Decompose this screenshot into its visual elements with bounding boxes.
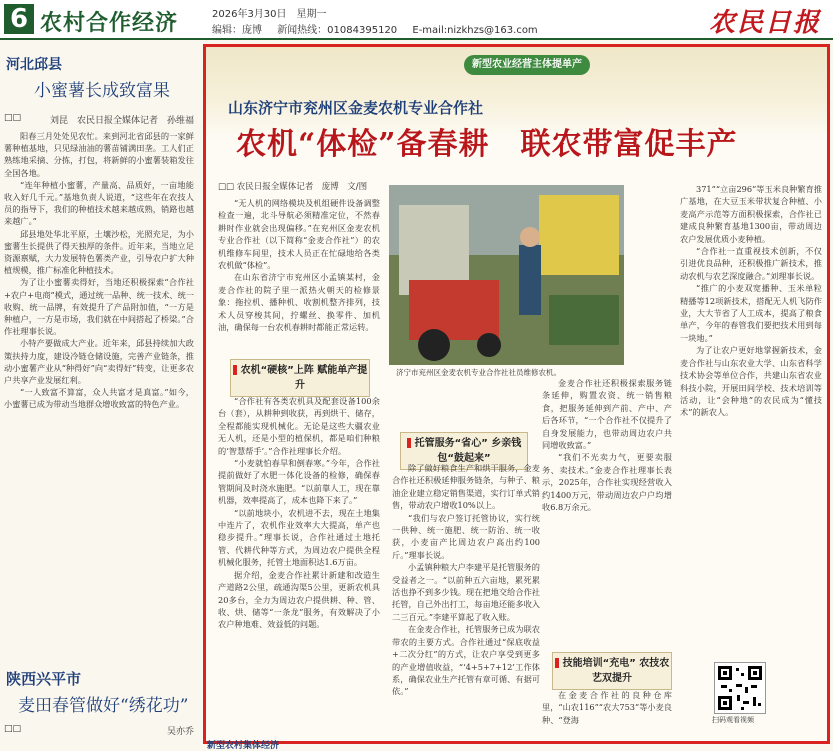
paragraph: 为了让农户更好地掌握新技术，金麦合作社与山东农业大学、山东省科学技术协会等单位合作，共建山东省农业科技小院，开展田间学校、技术培训等活动，让“会种地”的农民成为“懂技术”的新农人。 <box>680 345 822 418</box>
paragraph: “一人致富不算富，众人共富才是真富。”如今，小蜜薯已成为带动当地群众增收致富的特色产业。 <box>4 387 194 410</box>
email-address[interactable]: E-mail:nizkhzs@163.com <box>412 25 538 36</box>
paragraph: 邱县地处华北平原，土壤沙松，光照充足，为小蜜薯生长提供了得天独厚的条件。近年来，当地立足资源禀赋，大力发展特色薯类产业，引导农户扩大种植规模，推广标准化种植技术。 <box>4 228 194 276</box>
red-bar-icon <box>407 438 411 448</box>
paragraph: “无人机的网络模块及机组硬件设备调整检查一遍，北斗导航必须精准定位，不然春耕时作业就会出现偏移。”在兖州区金麦农机专业合作社（以下简称“金麦合作社”）的农机维修车间里，技术人员正在忙碌地给各类农机做“体检”。 <box>218 198 380 271</box>
square-marker-icon: □□ <box>218 182 237 192</box>
main-headline: 农机“体检”备春耕 联农带富促丰产 <box>236 127 738 162</box>
paragraph: 小孟镇种粮大户李建平是托管服务的受益者之一。“以前种五六亩地，累死累活也挣不到多少钱。现在把地交给合作社托管，自己外出打工，每亩地还能多收入二三百元。”李建平算起了收入账。 <box>392 562 540 622</box>
column-4 <box>680 183 822 653</box>
column-3-bottom <box>542 689 672 734</box>
column-2 <box>392 462 540 732</box>
paragraph: 金麦合作社还积极探索服务链条延伸，购置农资、统一销售粮食，把服务延伸到产前、产中、产后各环节，“一个合作社不仅提升了自身发展能力，也带动周边农户共同增收致富。” <box>542 378 672 451</box>
newspaper-logo: 农民日报 <box>708 8 821 38</box>
paragraph: “我们与农户签订托管协议，实行统一供种、统一施肥、统一防治、统一收获，小麦亩产比周边农户高出约100斤。”理事长说。 <box>392 512 540 560</box>
paragraph: 小特产要做成大产业。近年来，邱县持续加大政策扶持力度，建设冷链仓储设施，完善产业链条，推动小蜜薯产业从“种得好”向“卖得好”转变，让更多农户共享产业发展红利。 <box>4 338 194 386</box>
editor-name: 编辑：庞博 <box>212 25 262 36</box>
left-story2 <box>0 658 198 737</box>
contact-line <box>212 21 550 36</box>
farm-machinery-photo-icon <box>389 185 624 365</box>
left-story2-byline: □□ 吴亦乔 <box>4 724 194 737</box>
red-bar-icon <box>233 365 237 375</box>
paragraph: “连年种植小蜜薯，产量高、品质好，一亩地能收入好几千元。”基地负责人说道，“这些年在农技人员的指导下，我们的种植技术越来越成熟，销路也越来越广。” <box>4 179 194 227</box>
page-number: 6 <box>4 4 34 34</box>
paragraph: “以前地块小，农机进不去，现在土地集中连片了，农机作业效率大大提高，单产也稳步提升。”理事长说，合作社通过土地托管、代耕代种等方式，为周边农户提供全程机械化服务，托管土地面积达1.6万亩。 <box>218 507 380 568</box>
paragraph: 在金麦合作社，托管服务已成为联农带农的主要方式。合作社通过“保底收益+二次分红”的方式，让农户享受到更多的产业增值收益，“‘4+5+7+12’工作体系，确保农业生产托管有章可循、有据可依。” <box>392 624 540 697</box>
square-marker-icon: □□ <box>4 113 22 123</box>
left-story-kicker: 河北邱县 <box>6 57 62 73</box>
paragraph: 在山东省济宁市兖州区小孟镇某村，金麦合作社的院子里一派热火朝天的检修景象：拖拉机、播种机、收割机整齐排列，技术人员穿梭其间，拧螺丝、换零件、加机油，确保每一台农机春耕时都能正常运转。 <box>218 272 380 333</box>
news-phone: 新闻热线：01084395120 <box>277 25 398 36</box>
main-article-box <box>203 44 830 744</box>
column-1-top <box>218 197 380 333</box>
paragraph: 为了让小蜜薯卖得好，当地还积极探索“合作社+农户+电商”模式，通过统一品种、统一技术、统一收购、统一品牌，有效提升了产品附加值，“一方是种植户，一方是市场，我们就在中间搭起了桥梁。”合作社理事长说。 <box>4 277 194 337</box>
main-byline: □□ 农民日报全媒体记者 庞博 文/图 <box>218 182 368 192</box>
subhead-3: 技能培训“充电” 农技农艺双提升 <box>552 652 672 690</box>
topic-banner: 新型农业经营主体提单产 <box>464 55 590 75</box>
issue-date: 2026年3月30日 星期一 <box>212 9 327 20</box>
left-story-body <box>4 130 194 411</box>
photo-caption: 济宁市兖州区金麦农机专业合作社社员维修农机。 <box>396 368 561 377</box>
column-3 <box>542 377 672 647</box>
red-bar-icon <box>555 658 559 668</box>
qr-code-icon <box>715 663 765 713</box>
article-photo <box>389 185 624 365</box>
paragraph: “小麦就怕春旱和倒春寒。”今年，合作社提前做好了水肥一体化设备的检修，确保春管期间及时浇水施肥。“以前靠人工，现在靠机器，效率提高了，成本也降下来了。” <box>218 458 380 506</box>
section-title: 农村合作经济 <box>40 11 179 36</box>
left-story-byline: □□ 刘昆 农民日报全媒体记者 孙维福 <box>4 113 194 126</box>
left-story2-headline: 麦田春管做好“绣花功” <box>18 696 189 716</box>
left-story2-kicker: 陕西兴平市 <box>6 670 82 688</box>
left-column <box>0 44 198 748</box>
paragraph: “推广的小麦双宽播种、玉米单粒精播等12项新技术，搭配无人机飞防作业，大大节省了人工成本，提高了粮食单产，今年的春管我们要把技术用到每一块地。” <box>680 283 822 343</box>
masthead <box>0 0 833 40</box>
bottom-section-kicker: 新型农村集体经济 <box>207 741 280 751</box>
qr-code[interactable] <box>714 662 766 714</box>
subhead-2: 托管服务“省心” 乡亲钱包“鼓起来” <box>400 432 528 470</box>
paragraph: “我们不光卖力气，更要卖服务、卖技术。”金麦合作社理事长表示，2025年，合作社实现经营收入约1400万元，带动周边农户户均增收6.8万余元。 <box>542 452 672 513</box>
subhead-1: 农机“硬核”上阵 赋能单产提升 <box>230 359 370 397</box>
date-line <box>212 5 339 20</box>
paragraph: 在金麦合作社的良种仓库里，“山农116”“农大753”等小麦良种、“登海 <box>542 690 672 725</box>
square-marker-icon: □□ <box>4 724 22 734</box>
paragraph: 据介绍，金麦合作社累计新建和改造生产道路2公里，疏通沟渠5公里，更新农机具20多台，全力为周边农户提供耕、种、管、收、烘、储等“一条龙”服务，有效解决了小农户种地难、效益低的问题。 <box>218 569 380 630</box>
paragraph: 阳春三月处处见农忙。来到河北省邱县的一家鲜薯种植基地，只见绿油油的薯苗铺满田垄。工人们正熟练地采摘、分拣，打包，将新鲜的小蜜薯装箱发往全国各地。 <box>4 131 194 178</box>
paragraph: 除了做好粮食生产和烘干服务，金麦合作社还积极延伸服务链条，与种子、粮油企业建立稳定销售渠道，实行订单式销售，带动农户增收10%以上。 <box>392 463 540 511</box>
column-1-bottom <box>218 395 380 735</box>
paragraph: 371”“立亩296”等玉米良种繁育推广基地，在大豆玉米带状复合种植、小麦高产示范等方面积极探索，合作社已建成良种繁育基地1300亩，带动周边农户发展优质小麦种植。 <box>680 184 822 244</box>
left-story-headline: 小蜜薯长成致富果 <box>34 81 170 101</box>
qr-label: 扫码观看视频 <box>712 716 754 724</box>
paragraph: “合作社有各类农机具及配套设备100余台（套），从耕种到收获，再到烘干、储存，全程都能实现机械化。无论是这些大疆农业无人机，还是小型的植保机，都是咱们种粮的‘智慧帮手’。”合作社理事长介绍。 <box>218 396 380 456</box>
main-kicker: 山东济宁市兖州区金麦农机专业合作社 <box>228 99 484 117</box>
paragraph: “合作社一直重视技术创新，不仅引进优良品种，还积极推广新技术，推动农机与农艺深度融合。”刘理事长说。 <box>680 246 822 281</box>
